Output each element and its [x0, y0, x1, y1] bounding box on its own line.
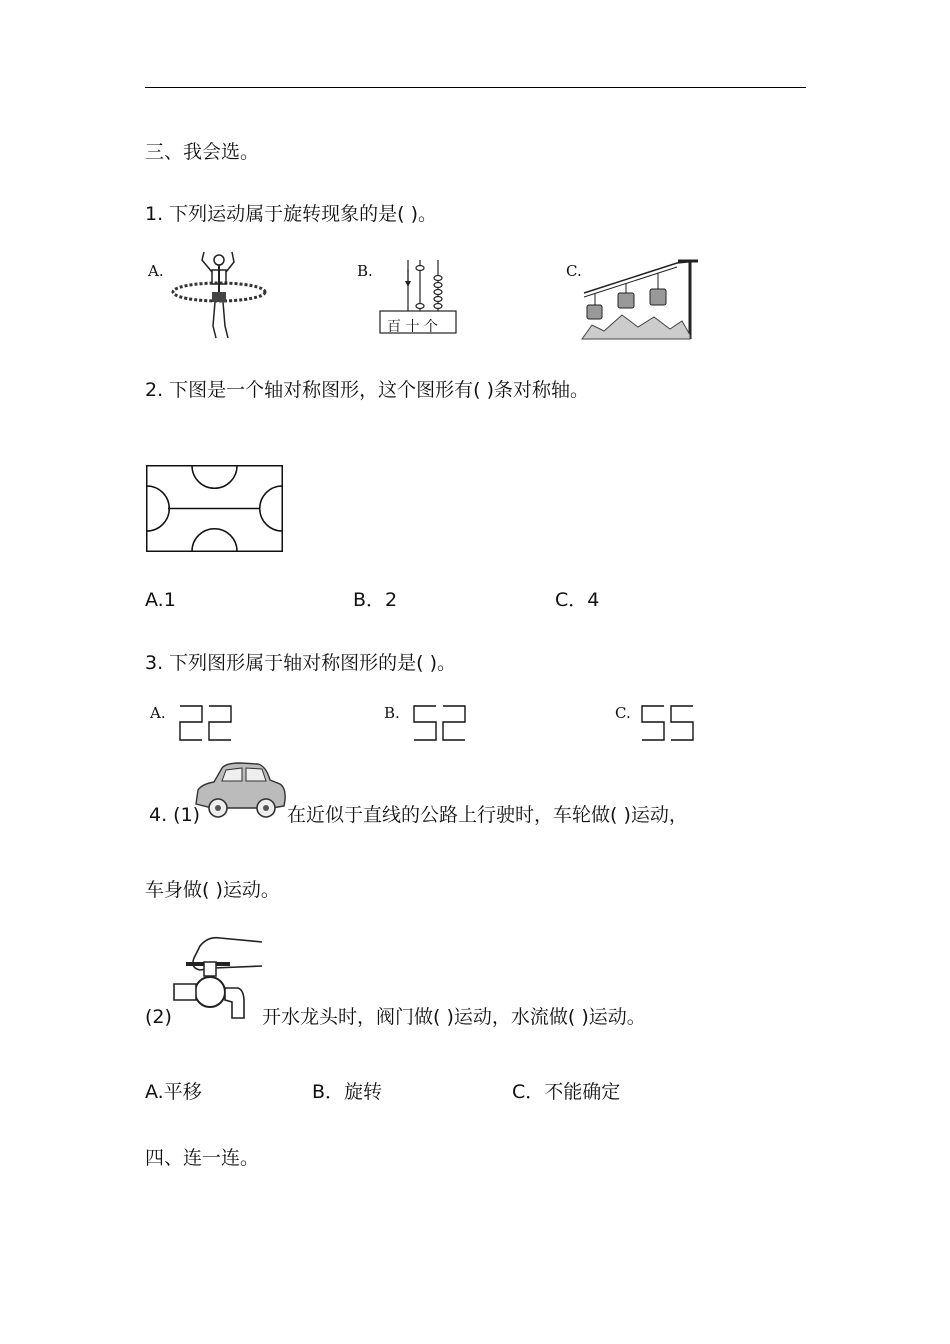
q4-part2-text: 开水龙头时，阀门做( )运动，水流做( )运动。	[262, 1006, 646, 1028]
q1-stem: 1. 下列运动属于旋转现象的是( )。	[145, 203, 438, 225]
digit-shape-55	[640, 704, 696, 742]
cable-car-picture	[582, 255, 700, 339]
q4-part2-prefix: (2)	[145, 1006, 172, 1028]
q1-label-a: A.	[148, 262, 164, 280]
q1-label-b: B.	[357, 262, 373, 280]
q2-stem: 2. 下图是一个轴对称图形，这个图形有( )条对称轴。	[145, 379, 590, 401]
q3-label-a: A.	[150, 704, 166, 722]
water-tap-picture	[170, 932, 264, 1026]
q3-stem: 3. 下列图形属于轴对称图形的是( )。	[145, 652, 457, 674]
q2-option-a: A.1	[145, 589, 176, 611]
hula-hoop-picture	[172, 248, 272, 343]
q4-part1-continuation: 车身做( )运动。	[145, 879, 280, 901]
symmetric-rectangle-figure	[146, 465, 283, 552]
abacus-place-label: 百 十 个	[387, 319, 438, 335]
q2-option-b: B．2	[353, 589, 398, 611]
header-rule	[145, 87, 806, 88]
section4-heading: 四、连一连。	[145, 1147, 260, 1169]
digit-shape-52	[412, 704, 468, 742]
q4-part1-prefix: 4. (1)	[149, 804, 201, 826]
q4-option-b: B．旋转	[312, 1081, 383, 1103]
q3-label-b: B.	[384, 704, 400, 722]
digit-shape-22	[178, 704, 234, 742]
q1-label-c: C.	[566, 262, 582, 280]
q3-label-c: C.	[615, 704, 631, 722]
q2-option-c: C．4	[555, 589, 600, 611]
section3-heading: 三、我会选。	[145, 141, 260, 163]
car-picture	[192, 760, 288, 822]
q4-option-a: A.平移	[145, 1081, 202, 1103]
q4-part1-text: 在近似于直线的公路上行驶时，车轮做( )运动，	[287, 804, 688, 826]
q4-option-c: C．不能确定	[512, 1081, 621, 1103]
